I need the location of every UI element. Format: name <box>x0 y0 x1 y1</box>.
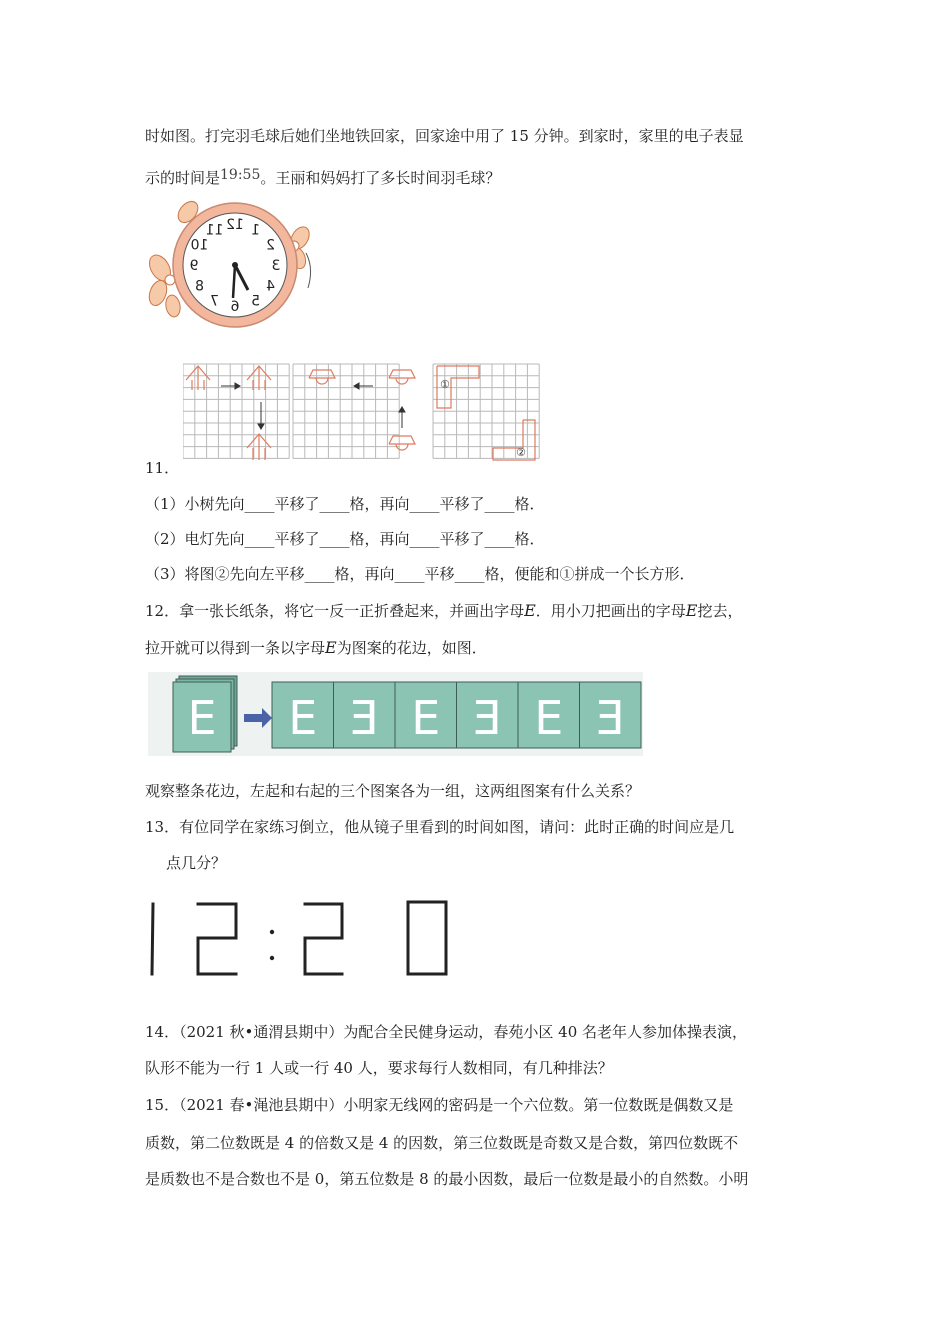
mirrored-clock-figure <box>148 198 318 333</box>
q10-line2-b: 。王丽和妈妈打了多长时间羽毛球？ <box>260 169 501 187</box>
q10-line2-a: 示的时间是 <box>145 169 221 187</box>
clock-number: 8 <box>195 278 204 295</box>
q12-line1-a: 12．拿一张长纸条，将它一反一正折叠起来，并画出字母 <box>145 602 525 620</box>
clock-number: 12 <box>226 217 244 233</box>
q12-letter-2: E <box>685 601 698 620</box>
q12-line3: 观察整条花边，左起和右起的三个图案各为一组，这两组图案有什么关系？ <box>145 782 641 800</box>
clock-number: 4 <box>266 278 275 295</box>
q11-sub1: （1）小树先向____平移了____格，再向____平移了____格． <box>145 495 545 513</box>
q14-line2: 队形不能为一行 1 人或一行 40 人，要求每行人数相同，有几种排法？ <box>145 1059 613 1077</box>
clock-number: 2 <box>266 237 275 254</box>
q12-letter-3: E <box>325 638 337 657</box>
strip-letter: Ǝ <box>472 691 502 745</box>
q10-line2 <box>145 165 500 188</box>
q15-line3: 是质数也不是合数也不是 0，第五位数是 8 的最小因数，最后一位数是最小的自然数。小明 <box>145 1170 749 1188</box>
strip-letter: Ǝ <box>595 691 625 745</box>
q12-line1 <box>145 601 743 621</box>
clock-number: 3 <box>271 258 281 274</box>
flower-stem <box>306 253 311 288</box>
q12-letter-1: E <box>524 601 536 620</box>
digit-2 <box>305 904 342 974</box>
clock-number: 5 <box>251 293 260 310</box>
q10-line1: 时如图。打完羽毛球后她们坐地铁回家，回家途中用了 15 分钟。到家时，家里的电子表显 <box>145 127 744 145</box>
clock-number: 9 <box>189 258 199 274</box>
digit-0 <box>408 902 446 974</box>
colon-top <box>270 930 274 934</box>
q12-line2-b: 为图案的花边，如图． <box>336 639 487 657</box>
clock-number: 1 <box>251 222 260 239</box>
strip-letter: Ǝ <box>349 691 379 745</box>
clock-center <box>232 262 238 268</box>
stack-letter: E <box>187 691 217 745</box>
digit-mirrored-2 <box>198 904 236 974</box>
q11-number: 11． <box>145 459 180 477</box>
q15-line1: 15．（2021 春•渑池县期中）小明家无线网的密码是一个六位数。第一位数既是偶数又是 <box>145 1096 734 1114</box>
q15-line2: 质数，第二位数既是 4 的倍数又是 4 的因数，第三位数既是奇数又是合数，第四位数既不 <box>145 1134 739 1152</box>
clock-number: 7 <box>210 293 219 310</box>
clock-number: 6 <box>230 299 240 315</box>
strip-letter: E <box>288 691 318 745</box>
q12-line1-b: ．用小刀把画出的字母 <box>535 602 686 620</box>
q13-line2: 点几分？ <box>166 854 227 872</box>
arrows-grid2 <box>354 383 405 428</box>
q11-sub3: （3）将图②先向左平移____格，再向____平移____格，便能和①拼成一个长方形． <box>145 565 695 583</box>
clock-number: 11 <box>205 222 224 239</box>
q12-line1-c: 挖去， <box>697 602 743 620</box>
strip-letter: E <box>411 691 441 745</box>
q12-line2-a: 拉开就可以得到一条以字母 <box>145 639 326 657</box>
strip-letter: E <box>534 691 564 745</box>
colon-bottom <box>270 956 274 960</box>
circle-2-label: ② <box>516 446 526 459</box>
translation-grids <box>183 362 541 464</box>
q14-line1: 14．（2021 秋•通渭县期中）为配合全民健身运动，春苑小区 40 名老年人参加体操表演， <box>145 1023 748 1041</box>
letter-strip-figure <box>148 672 643 756</box>
mirrored-digital-time-figure <box>146 896 456 980</box>
tree-shapes <box>186 366 271 460</box>
clock-number: 10 <box>190 237 209 254</box>
circle-1-label: ① <box>440 378 450 391</box>
digit-1 <box>152 904 153 974</box>
q12-line2 <box>145 638 487 658</box>
q10-time: 19:55 <box>220 167 261 183</box>
q11-sub2: （2）电灯先向____平移了____格，再向____平移了____格． <box>145 530 545 548</box>
q13-line1: 13．有位同学在家练习倒立，他从镜子里看到的时间如图，请问：此时正确的时间应是几 <box>145 818 735 836</box>
